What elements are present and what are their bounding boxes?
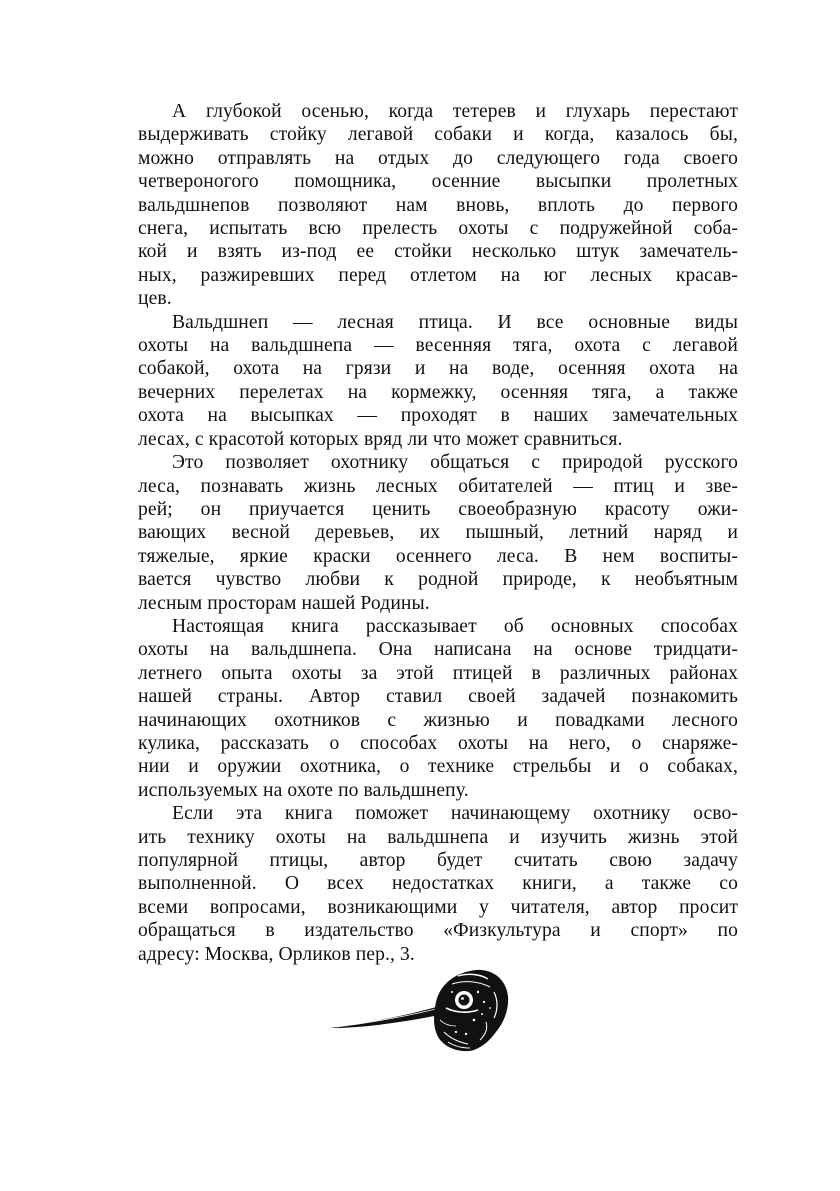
text-line: вается чувство любви к родной природе, к необъятным [138,569,738,591]
text-line: начинающих охотников с жизнью и повадками лесного [138,709,738,731]
text-line: А глубокой осенью, когда тетерев и глухарь перестают [172,101,738,122]
text-line: снега, испытать всю прелесть охоты с подружейной соба- [138,218,738,240]
paragraph-5 [138,802,738,966]
text-line: выполненной. О всех недостатках книги, а также со [138,873,738,895]
text-line: нии и оружии охотника, о технике стрельбы и о собаках, [138,756,738,778]
text-line: Это позволяет охотнику общаться с природой русского [172,452,738,474]
text-line: лесным просторам нашей Родины. [138,592,430,614]
text-line: Настоящая книга рассказывает об основных способах [172,615,738,637]
text-line: обращаться в издательство «Физкультура и спорт» по [138,920,738,942]
body-text [138,100,738,966]
text-line: ить технику охоты на вальдшнепа и изучить жизнь этой [138,826,738,848]
text-line: выдерживать стойку легавой собаки и когда, казалось бы, [138,124,738,146]
paragraph-4 [138,615,738,802]
text-line: популярной птицы, автор будет считать свою задачу [138,850,738,871]
text-line: кулика, рассказать о способах охоты на него, о снаряже- [138,732,738,754]
paragraph-2 [138,311,738,451]
paragraph-3 [138,451,738,615]
text-line: вающих весной деревьев, их пышный, летний наряд и [138,522,738,544]
text-line: охота на высыпках — проходят в наших замечательных [138,405,738,427]
text-line: вальдшнепов позволяют нам вновь, вплоть до первого [138,194,738,216]
text-line: собакой, охота на грязи и на воде, осенняя охота на [138,358,738,380]
text-line: Если эта книга поможет начинающему охотнику осво- [172,803,738,825]
text-line: летнего опыта охоты за этой птицей в различных районах [138,662,738,684]
text-line: тяжелые, яркие краски осеннего леса. В нем воспиты- [138,545,738,567]
text-line: леса, познавать жизнь лесных обитателей — птиц и зве- [138,475,738,497]
paragraph-1 [138,100,738,311]
text-line: адресу: Москва, Орликов пер., 3. [138,943,415,965]
text-line: ных, разжиревших перед отлетом на юг лесных красав- [138,264,738,286]
text-line: лесах, с красотой которых вряд ли что может сравниться. [138,428,623,450]
text-line: вечерних перелетах на кормежку, осенняя тяга, а также [138,381,738,403]
text-line: охоты на вальдшнепа. Она написана на основе тридцати- [138,639,738,661]
text-line: цев. [138,288,172,310]
text-line: нашей страны. Автор ставил своей задачей познакомить [138,686,738,708]
text-line: Вальдшнеп — лесная птица. И все основные виды [172,311,738,333]
text-line: используемых на охоте по вальдшнепу. [138,779,469,801]
text-line: рей; он приучается ценить своеобразную красоту ожи- [138,498,738,520]
text-line: можно отправлять на отдых до следующего года своего [138,147,738,169]
woodcock-head-icon [328,962,510,1054]
text-line: четвероногого помощника, осенние высыпки пролетных [138,171,738,193]
text-line: охоты на вальдшнепа — весенняя тяга, охота с легавой [138,335,738,357]
text-line: кой и взять из-под ее стойки несколько штук замечатель- [138,241,738,263]
text-line: всеми вопросами, возникающими у читателя, автор просит [138,896,738,918]
